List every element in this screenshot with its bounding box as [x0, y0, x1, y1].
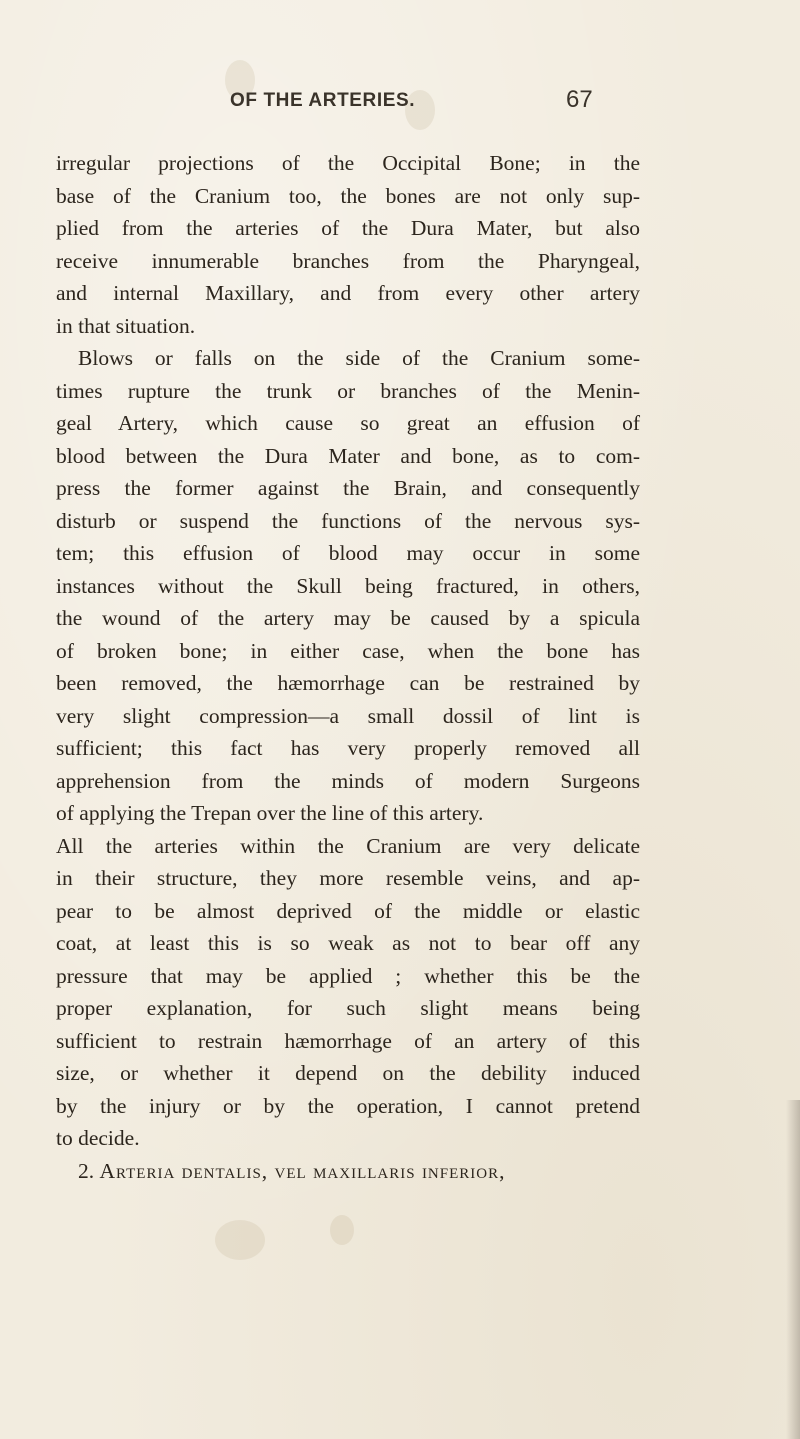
text-line: pressure that may be applied ; whether this be the — [56, 963, 640, 988]
text-line: instances without the Skull being fractured, in others, — [56, 573, 640, 598]
text-line: All the arteries within the Cranium are very delicate — [56, 833, 640, 858]
page-header — [0, 84, 800, 120]
text-line: the wound of the artery may be caused by a spicula — [56, 606, 640, 630]
text-line: of applying the Trepan over the line of this artery. — [56, 801, 484, 825]
text-line: and internal Maxillary, and from every other artery — [56, 281, 640, 305]
text-line: sufficient to restrain hæmorrhage of an artery of this — [56, 1028, 640, 1053]
page-edge-shadow — [786, 1100, 800, 1439]
body-text — [56, 147, 640, 1187]
section-number: 2. — [78, 1158, 95, 1183]
text-line: irregular projections of the Occipital Bone; in the — [56, 151, 640, 175]
text-line: size, or whether it depend on the debility induced — [56, 1061, 640, 1085]
running-head: OF THE ARTERIES. — [230, 90, 416, 111]
text-line: apprehension from the minds of modern Surgeons — [56, 768, 640, 793]
text-line: plied from the arteries of the Dura Mater, but also — [56, 216, 640, 240]
text-line: times rupture the trunk or branches of the Menin- — [56, 378, 640, 403]
text-line: blood between the Dura Mater and bone, as to com- — [56, 443, 640, 468]
section-title: Arteria dentalis, vel maxillaris inferior, — [99, 1158, 506, 1183]
text-line: tem; this effusion of blood may occur in some — [56, 541, 640, 565]
text-line: receive innumerable branches from the Pharyngeal, — [56, 248, 640, 273]
text-line: coat, at least this is so weak as not to bear off any — [56, 931, 640, 955]
text-line: very slight compression—a small dossil of lint is — [56, 703, 640, 728]
paper-stain — [215, 1220, 265, 1260]
paper-stain — [330, 1215, 354, 1245]
section-heading — [56, 1155, 640, 1188]
text-line: to decide. — [56, 1126, 140, 1150]
text-line: in their structure, they more resemble veins, and ap- — [56, 866, 640, 890]
page-number: 67 — [566, 86, 593, 113]
text-line: Blows or falls on the side of the Cranium some- — [78, 346, 640, 370]
text-line: of broken bone; in either case, when the bone has — [56, 638, 640, 663]
text-line: press the former against the Brain, and consequently — [56, 476, 640, 500]
text-line: by the injury or by the operation, I cannot pretend — [56, 1093, 640, 1118]
text-line: disturb or suspend the functions of the nervous sys- — [56, 508, 640, 533]
text-line: sufficient; this fact has very properly removed all — [56, 736, 640, 760]
text-line: pear to be almost deprived of the middle or elastic — [56, 898, 640, 923]
text-line: proper explanation, for such slight means being — [56, 996, 640, 1020]
text-line: geal Artery, which cause so great an effusion of — [56, 411, 640, 435]
text-line: base of the Cranium too, the bones are not only sup- — [56, 183, 640, 208]
text-line: been removed, the hæmorrhage can be restrained by — [56, 671, 640, 695]
text-line: in that situation. — [56, 313, 196, 338]
